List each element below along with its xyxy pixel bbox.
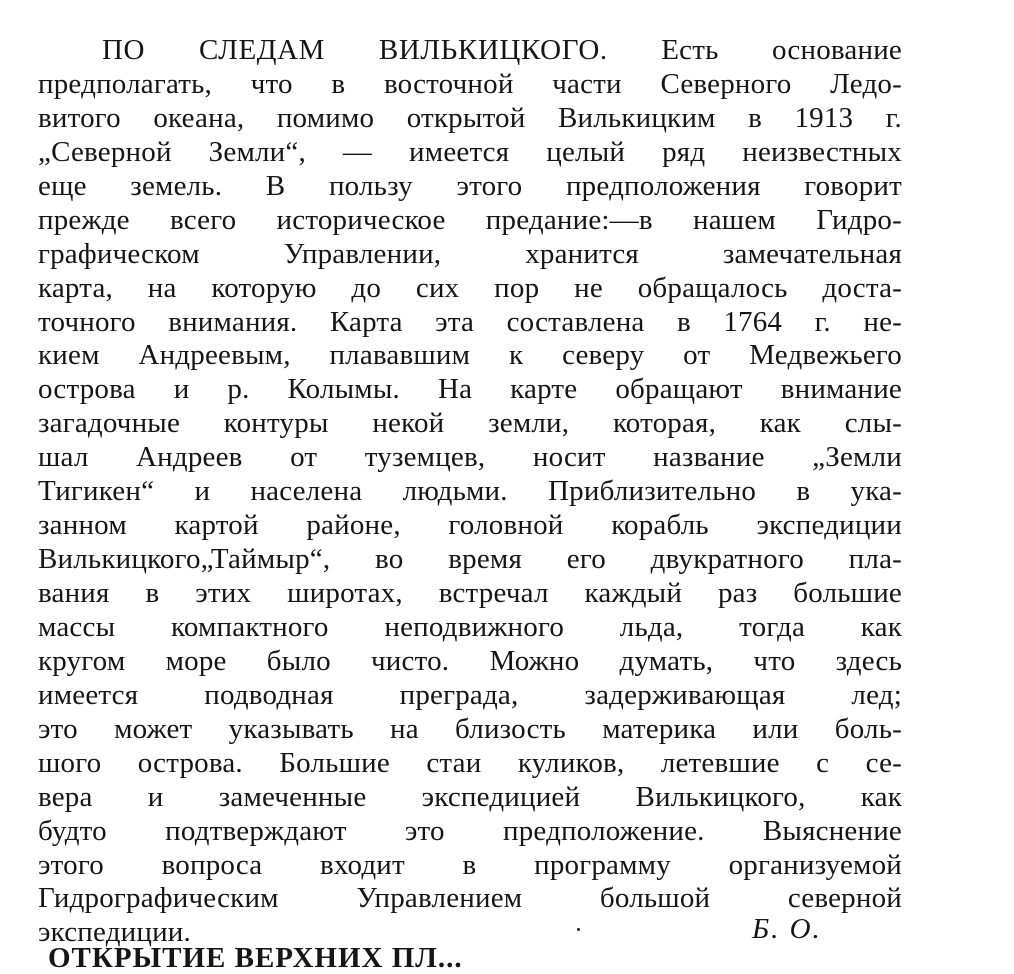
article-line: это может указывать на близость материка или боль- <box>38 712 902 745</box>
article-line: Тигикен“ и населена людьми. Приблизительно в ука- <box>38 475 902 508</box>
article-line: кием Андреевым, плававшим к северу от Медвежьего <box>38 339 902 372</box>
print-speck <box>577 928 580 931</box>
article-line-1-text: Есть основание <box>661 34 902 66</box>
article-line: точного внимания. Карта эта составлена в 1764 г. не- <box>38 305 902 338</box>
article-line: витого океана, помимо открытой Вилькицким в 1913 г. <box>38 101 902 134</box>
article-line: Гидрографическим Управлением большой северной <box>38 882 902 915</box>
article-line: кругом море было чисто. Можно думать, что здесь <box>38 644 902 677</box>
article-line-1 <box>38 34 902 68</box>
next-article-heading-cropped <box>48 942 688 974</box>
article-line: „Северной Земли“, — имеется целый ряд неизвестных <box>38 135 902 168</box>
author-signature: Б. О. <box>752 913 822 945</box>
article-title: ПО СЛЕДАМ ВИЛЬКИЦКОГО. <box>102 34 608 66</box>
next-article-heading-text: ОТКРЫТИЕ ВЕРХНИХ ПЛ... <box>48 942 463 974</box>
article-line: имеется подводная преграда, задерживающая лед; <box>38 678 902 711</box>
article-line: будто подтверждают это предположение. Выяснение <box>38 814 902 847</box>
article-line: прежде всего историческое предание:—в нашем Гидро- <box>38 203 902 236</box>
article-line: предполагать, что в восточной части Северного Ледо- <box>38 67 902 100</box>
article-line: этого вопроса входит в программу организуемой <box>38 848 902 881</box>
article-line: графическом Управлении, хранится замечательная <box>38 237 902 270</box>
article-line: загадочные контуры некой земли, которая, как слы- <box>38 407 902 440</box>
article-line: шал Андреев от туземцев, носит название „Земли <box>38 441 902 474</box>
article-line: острова и р. Колымы. На карте обращают внимание <box>38 373 902 406</box>
article-line: занном картой районе, головной корабль экспедиции <box>38 509 902 542</box>
article-line: еще земель. В пользу этого предположения говорит <box>38 169 902 202</box>
article-line: массы компактного неподвижного льда, тогда как <box>38 610 902 643</box>
article-line: вера и замеченные экспедицией Вилькицкого, как <box>38 780 902 813</box>
article-line: Вилькицкого„Таймыр“, во время его двукратного пла- <box>38 543 902 576</box>
article-body <box>38 34 902 950</box>
article-line: вания в этих широтах, встречал каждый раз большие <box>38 577 902 609</box>
article-line: шого острова. Большие стаи куликов, летевшие с се- <box>38 746 902 779</box>
article-line: карта, на которую до сих пор не обращалось доста- <box>38 271 902 304</box>
article-line-final: экспедиции. <box>38 916 191 949</box>
